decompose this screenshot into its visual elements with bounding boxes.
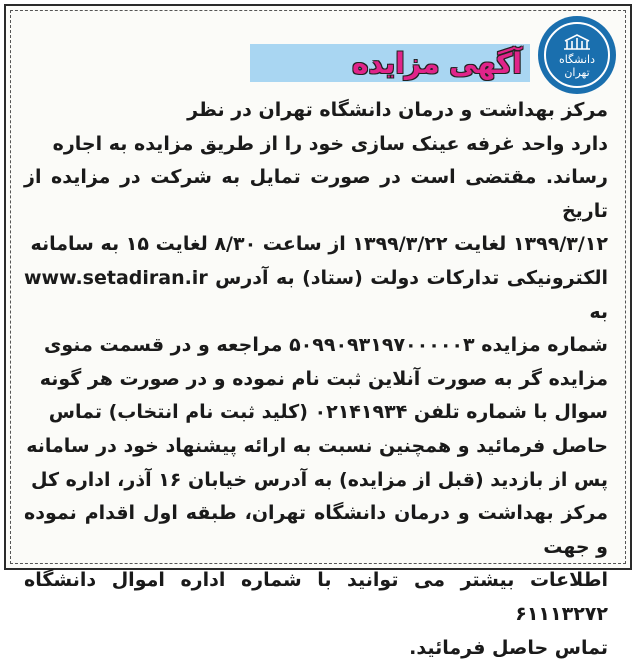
title-banner [250, 44, 530, 82]
body-line: شماره مزایده ۵۰۹۹۰۹۳۱۹۷۰۰۰۰۰۳ مراجعه و در قسمت منوی [24, 329, 608, 363]
body-line: ۱۳۹۹/۳/۱۲ لغایت ۱۳۹۹/۳/۲۲ از ساعت ۸/۳۰ لغایت ۱۵ به سامانه [24, 228, 608, 262]
body-line: پس از بازدید (قبل از مزایده) به آدرس خیابان ۱۶ آذر، اداره کل [24, 464, 608, 498]
university-logo [538, 16, 616, 94]
body-line: مرکز بهداشت و درمان دانشگاه تهران، طبقه اول اقدام نموده و جهت [24, 497, 608, 564]
logo-emblem [544, 22, 610, 88]
advertisement-frame [4, 4, 632, 570]
body-line: مرکز بهداشت و درمان دانشگاه تهران در نظر [24, 94, 608, 128]
logo-text: دانشگاه تهران [546, 53, 608, 79]
body-line: دارد واحد غرفه عینک سازی خود را از طریق مزایده به اجاره [24, 128, 608, 162]
body-line: تماس حاصل فرمائید. [24, 632, 608, 665]
body-line: سوال با شماره تلفن ۰۲۱۴۱۹۳۴ (کلید ثبت نام انتخاب) تماس [24, 396, 608, 430]
body-line: مزایده گر به صورت آنلاین ثبت نام نموده و در صورت هر گونه [24, 363, 608, 397]
building-icon [562, 33, 592, 51]
body-line: الکترونیکی تدارکات دولت (ستاد) به آدرس www.setadiran.ir به [24, 262, 608, 329]
body-line: حاصل فرمائید و همچنین نسبت به ارائه پیشنهاد خود در سامانه [24, 430, 608, 464]
body-line: رساند. مقتضی است در صورت تمایل به شرکت در مزایده از تاریخ [24, 161, 608, 228]
ad-body [24, 94, 608, 665]
body-line: اطلاعات بیشتر می توانید با شماره اداره اموال دانشگاه ۶۱۱۱۳۲۷۲ [24, 564, 608, 631]
ad-title: آگهی مزایده [352, 47, 522, 80]
